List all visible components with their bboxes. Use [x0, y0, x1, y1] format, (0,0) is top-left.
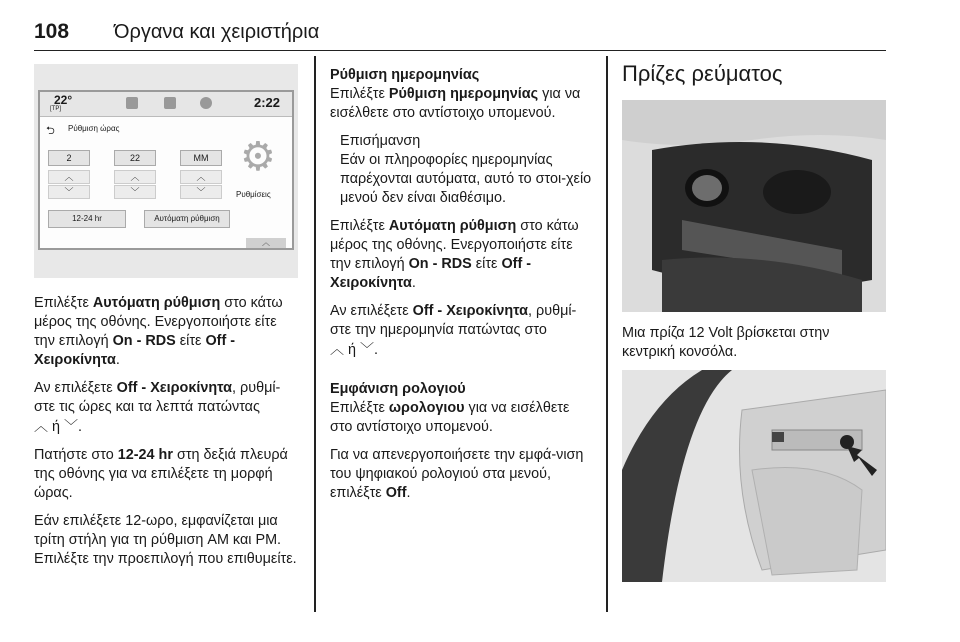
section-heading: Εμφάνιση ρολογιού	[330, 381, 466, 397]
back-icon[interactable]: ⮌	[46, 125, 55, 137]
temperature: 22°	[54, 93, 73, 107]
chevron-up-icon: ︿	[330, 341, 344, 357]
paragraph: Εάν επιλέξετε 12-ωρο, εμφανίζεται μια τρίτη στήλη για τη ρύθμιση AM και PM. Επιλέξτε την προεπιλογή που επιθυμείτε.	[34, 513, 297, 567]
page-title: Όργανα και χειριστήρια	[114, 21, 320, 43]
paragraph: Επιλέξτε ωρολογιου για να εισέλθετε στο αντίστοιχο υπομενού.	[330, 400, 570, 435]
status-bar	[40, 92, 292, 117]
chevron-down-icon: ﹀	[64, 418, 78, 434]
time-settings-screen-figure	[34, 64, 298, 278]
chevron-down-icon: ﹀	[360, 341, 374, 357]
page-header	[34, 14, 886, 51]
section-heading: Πρίζες ρεύματος	[622, 61, 783, 86]
paragraph: Επιλέξτε Αυτόματη ρύθμιση στο κάτω μέρος της οθόνης. Ενεργοποιήστε είτε την επιλογή On - RDS είτε Off - Χειροκίνητα.	[330, 218, 579, 291]
clock: 2:22	[253, 95, 280, 110]
paragraph: Αν επιλέξετε Off - Χειροκίνητα, ρυθμί-στε την ημερομηνία πατώντας στο ︿ ή ﹀.	[330, 303, 577, 358]
rear-socket-photo	[622, 370, 886, 582]
infotainment-screen	[38, 90, 294, 250]
paragraph: Επιλέξτε Ρύθμιση ημερομηνίας για να εισέλθετε στο αντίστοιχο υπομενού.	[330, 86, 581, 121]
paragraph: Πατήστε στο 12-24 hr στη δεξιά πλευρά της οθόνης για να επιλέξετε τη μορφή ώρας.	[34, 447, 288, 501]
minute-field: 22	[114, 150, 156, 166]
paragraph: Αν επιλέξετε Off - Χειροκίνητα, ρυθμί-στε τις ώρες και τα λεπτά πατώντας ︿ ή ﹀.	[34, 380, 281, 435]
page-number: 108	[34, 20, 70, 43]
column-divider	[606, 56, 608, 612]
note-box	[340, 132, 594, 208]
column-divider	[314, 56, 316, 612]
note-text: Εάν οι πληροφορίες ημερομηνίας παρέχονται αυτόματα, αυτό το στοι-χείο μενού δεν είναι διαθέσιμο.	[340, 152, 592, 206]
expand-button[interactable]: ︿	[246, 238, 286, 248]
seat-icon	[126, 97, 138, 109]
column-2	[330, 66, 594, 512]
center-console-photo	[622, 100, 886, 312]
chevron-up-icon: ︿	[34, 418, 48, 434]
caption: Μια πρίζα 12 Volt βρίσκεται στην κεντρική κονσόλα.	[622, 325, 830, 360]
ampm-down-button[interactable]: ﹀	[180, 185, 222, 199]
column-3	[622, 61, 886, 93]
minute-up-button[interactable]: ︿	[114, 170, 156, 184]
section-heading: Ρύθμιση ημερομηνίας	[330, 67, 480, 83]
paragraph: Για να απενεργοποιήσετε την εμφά-νιση του ψηφιακού ρολογιού στα μενού, επιλέξτε Off.	[330, 447, 584, 501]
globe-icon	[200, 97, 212, 109]
ampm-up-button[interactable]: ︿	[180, 170, 222, 184]
format-12-24-button[interactable]: 12-24 hr	[48, 210, 126, 228]
paragraph: Επιλέξτε Αυτόματη ρύθμιση στο κάτω μέρος της οθόνης. Ενεργοποιήστε είτε την επιλογή On - RDS είτε Off - Χειροκίνητα.	[34, 295, 283, 368]
note-title: Επισήμανση	[340, 133, 421, 149]
hour-up-button[interactable]: ︿	[48, 170, 90, 184]
minute-down-button[interactable]: ﹀	[114, 185, 156, 199]
screen-title: Ρύθμιση ώρας	[68, 124, 120, 133]
column-1	[34, 294, 300, 578]
gear-icon: ⚙	[240, 135, 276, 179]
auto-set-button[interactable]: Αυτόματη ρύθμιση	[144, 210, 230, 228]
tp-indicator: [TP]	[50, 106, 62, 112]
hour-down-button[interactable]: ﹀	[48, 185, 90, 199]
ampm-field: MM	[180, 150, 222, 166]
hour-field: 2	[48, 150, 90, 166]
settings-label: Ρυθμίσεις	[236, 190, 271, 199]
caption-block	[622, 324, 886, 371]
phone-icon	[164, 97, 176, 109]
